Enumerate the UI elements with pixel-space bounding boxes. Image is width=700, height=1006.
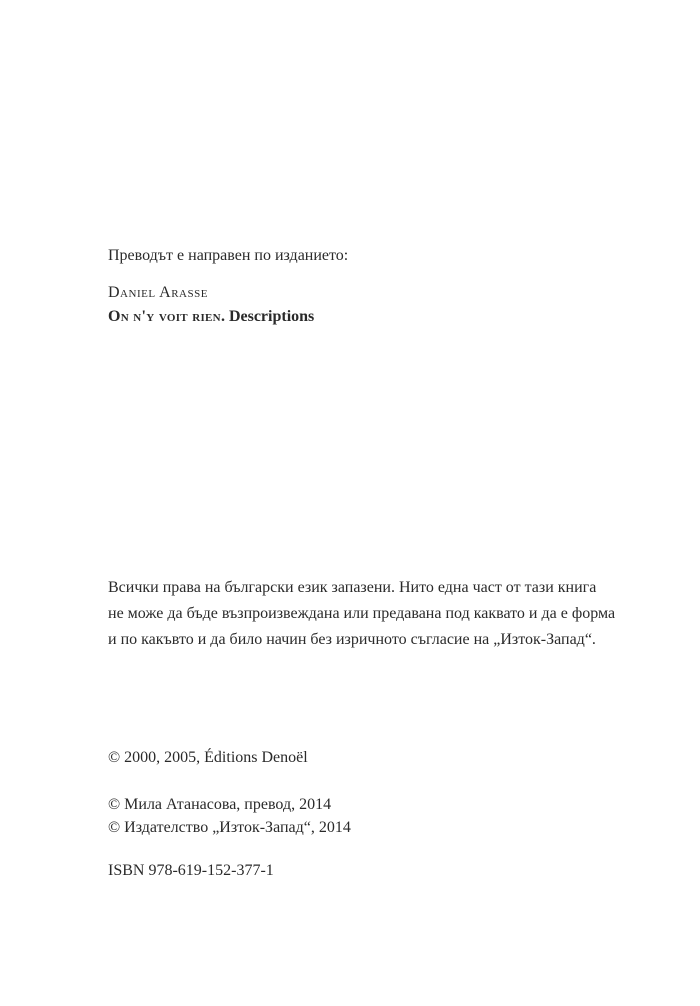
rights-line: и по какъвто и да било начин без изричното съгласие на „Изток-Запад“. <box>108 631 596 648</box>
edition-copyrights <box>108 793 608 839</box>
original-copyright-text: © 2000, 2005, Éditions Denoël <box>108 749 308 766</box>
translation-note-text: Преводът е направен по изданието: <box>108 247 349 264</box>
original-title <box>108 304 608 329</box>
translation-source-note <box>108 243 608 268</box>
rights-line: не може да бъде възпроизвеждана или предавана под каквато и да е форма <box>108 605 616 622</box>
original-copyright <box>108 745 608 770</box>
title-main-text: On n'y voit rien <box>108 308 221 325</box>
title-text <box>108 304 608 329</box>
isbn <box>108 858 608 883</box>
rights-notice <box>108 575 616 653</box>
title-rest-text: . Descriptions <box>220 308 315 325</box>
original-author <box>108 280 608 305</box>
isbn-text: ISBN 978-619-152-377-1 <box>108 862 274 879</box>
rights-line: Всички права на български език запазени. Нито една част от тази книга <box>108 579 597 596</box>
author-name-text: Daniel Arasse <box>108 284 208 301</box>
translation-copyright: © Мила Атанасова, превод, 2014 <box>108 796 332 813</box>
publisher-copyright: © Издателство „Изток-Запад“, 2014 <box>108 819 351 836</box>
